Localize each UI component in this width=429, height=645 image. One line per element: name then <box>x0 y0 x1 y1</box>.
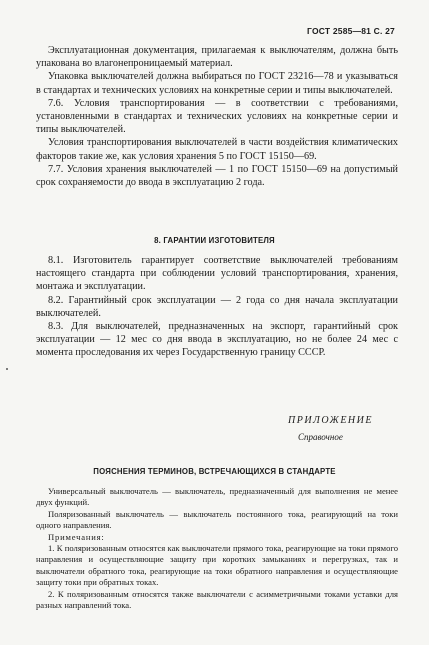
paragraph: 8.3. Для выключателей, предназначенных на экспорт, гарантийный срок эксплуатации — 12 мес со дня ввода в эксплуатацию, но не более 24 мес с момента проследования их через Государственную границу СССР. <box>36 321 398 359</box>
term-definition: Поляризованный выключатель — выключатель постоянного тока, реагирующий на токи одного направления. <box>36 508 398 531</box>
section7-text <box>36 44 398 189</box>
paragraph: Условия транспортирования выключателей в части воздействия климатических факторов такие же, как условия хранения 5 по ГОСТ 15150—69. <box>36 137 398 162</box>
appendix-type: Справочное <box>298 432 343 442</box>
paragraph: Эксплуатационная документация, прилагаемая к выключателям, должна быть упакована во влагонепроницаемый материал. <box>36 45 398 70</box>
paragraph: 7.7. Условия хранения выключателей — 1 по ГОСТ 15150—69 на допустимый срок сохраняемости до ввода в эксплуатацию 2 года. <box>36 163 398 189</box>
paragraph: 8.1. Изготовитель гарантирует соответствие выключателей требованиям настоящего стандарта при соблюдении условий транспортирования, хранения, монтажа и эксплуатации. <box>36 255 398 293</box>
terms-title: ПОЯСНЕНИЯ ТЕРМИНОВ, ВСТРЕЧАЮЩИХСЯ В СТАНДАРТЕ <box>93 467 336 476</box>
note: 2. К поляризованным относятся также выключатели с асимметричными токами уставки для разных направлений тока. <box>36 588 398 611</box>
section8-title: 8. ГАРАНТИИ ИЗГОТОВИТЕЛЯ <box>154 236 275 245</box>
notes-heading: Примечания: <box>48 531 105 542</box>
margin-mark <box>6 368 8 370</box>
section8-text <box>36 254 398 360</box>
paragraph: Упаковка выключателей должна выбираться по ГОСТ 23216—78 и указываться в стандартах и технических условиях на конкретные серии и типы выключателей. <box>36 71 398 96</box>
terms-text <box>36 486 398 611</box>
paragraph: 7.6. Условия транспортирования — в соответствии с требованиями, установленными в стандартах и технических условиях на конкретные серии и типы выключателей. <box>36 97 398 136</box>
page-header: ГОСТ 2585—81 С. 27 <box>307 26 395 36</box>
paragraph: 8.2. Гарантийный срок эксплуатации — 2 года со дня начала эксплуатации выключателей. <box>36 294 398 319</box>
appendix-label: ПРИЛОЖЕНИЕ <box>288 415 373 426</box>
term-definition: Универсальный выключатель — выключатель, предназначенный для выполнения не менее двух функций. <box>36 486 398 508</box>
note: 1. К поляризованным относятся как выключатели прямого тока, реагирующие на токи прямого направления и осуществляющие защиту при коротких замыканиях и перегрузках, так и выключатели обратного тока, реагирующие на токи обратного направления и осуществляющие защиту токи при обратных токах. <box>36 543 398 588</box>
